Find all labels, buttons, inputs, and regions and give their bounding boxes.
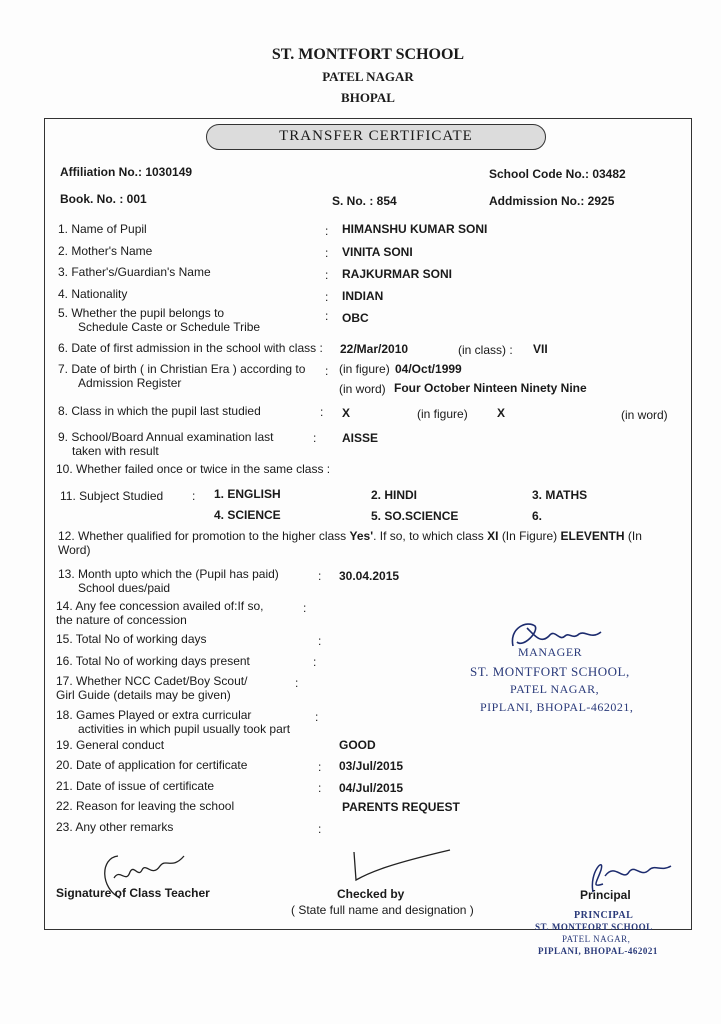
item-4-colon: : bbox=[325, 290, 329, 304]
school-name: ST. MONTFORT SCHOOL bbox=[271, 46, 465, 63]
item-7-figure-value: 04/Oct/1999 bbox=[395, 362, 462, 376]
item-5-value: OBC bbox=[342, 311, 369, 325]
item-18-colon: : bbox=[315, 710, 319, 724]
school-city: BHOPAL bbox=[341, 90, 395, 105]
item-22-label: 22. Reason for leaving the school bbox=[56, 799, 235, 813]
item-20-colon: : bbox=[318, 760, 322, 774]
principal-stamp-line3: PATEL NAGAR, bbox=[562, 934, 631, 944]
item-12-word: ELEVENTH bbox=[560, 529, 625, 543]
item-9-value: AISSE bbox=[342, 431, 379, 445]
item-7-in-word: (in word) bbox=[339, 382, 386, 396]
item-8-label: 8. Class in which the pupil last studied bbox=[58, 404, 261, 418]
item-7-colon: : bbox=[325, 364, 329, 378]
item-9-label-line1: 9. School/Board Annual examination last bbox=[58, 430, 274, 444]
item-1-label: 1. Name of Pupil bbox=[58, 222, 147, 236]
item-1-colon: : bbox=[325, 224, 329, 238]
item-15-label: 15. Total No of working days bbox=[56, 632, 207, 646]
certificate-title: TRANSFER CERTIFICATE bbox=[279, 128, 473, 144]
principal-stamp-line4: PIPLANI, BHOPAL-462021 bbox=[538, 946, 658, 956]
serial-no: S. No. : 854 bbox=[332, 194, 397, 208]
item-8-in-figure: (in figure) bbox=[417, 407, 468, 421]
item-13-value: 30.04.2015 bbox=[339, 569, 400, 583]
item-8-figure-value: X bbox=[342, 406, 351, 420]
checked-by-label: Checked by bbox=[337, 887, 405, 901]
item-11-label: 11. Subject Studied bbox=[60, 489, 164, 503]
manager-stamp-line3: PATEL NAGAR, bbox=[510, 682, 600, 696]
item-9-colon: : bbox=[313, 431, 317, 445]
item-8-in-word: (in word) bbox=[621, 408, 668, 422]
item-20-label: 20. Date of application for certificate bbox=[56, 758, 248, 772]
school-code: School Code No.: 03482 bbox=[489, 167, 626, 181]
item-23-label: 23. Any other remarks bbox=[56, 820, 174, 834]
item-10-label: 10. Whether failed once or twice in the same class : bbox=[56, 462, 331, 476]
manager-stamp-line4: PIPLANI, BHOPAL-462021, bbox=[480, 700, 634, 714]
item-17-colon: : bbox=[295, 676, 299, 690]
item-15-colon: : bbox=[318, 634, 322, 648]
principal-stamp-line1: PRINCIPAL bbox=[574, 910, 634, 921]
item-6-class-value: VII bbox=[533, 342, 548, 356]
affiliation-no: Affiliation No.: 1030149 bbox=[60, 165, 193, 179]
item-14-label-line1: 14. Any fee concession availed of:If so, bbox=[56, 599, 264, 613]
item-3-colon: : bbox=[325, 268, 329, 282]
item-12-text-c: (In Figure) bbox=[501, 529, 558, 543]
item-5-label-line2: Schedule Caste or Schedule Tribe bbox=[78, 320, 261, 334]
item-18-label-line1: 18. Games Played or extra curricular bbox=[56, 708, 252, 722]
item-12-yes: Yes' bbox=[349, 529, 374, 543]
item-12-text-b: . If so, to which class bbox=[373, 529, 484, 543]
item-8-word-value: X bbox=[497, 406, 506, 420]
item-3-value: RAJKURMAR SONI bbox=[342, 267, 453, 281]
item-13-label-line2: School dues/paid bbox=[78, 581, 171, 595]
item-2-label: 2. Mother's Name bbox=[58, 244, 153, 258]
item-4-label: 4. Nationality bbox=[58, 287, 128, 301]
item-6-label: 6. Date of first admission in the school with class : bbox=[58, 341, 323, 355]
school-area: PATEL NAGAR bbox=[322, 69, 414, 84]
item-17-label-line2: Girl Guide (details may be given) bbox=[56, 688, 231, 702]
item-17-label-line1: 17. Whether NCC Cadet/Boy Scout/ bbox=[56, 674, 248, 688]
item-9-label-line2: taken with result bbox=[72, 444, 159, 458]
item-12-text-d: (In bbox=[627, 529, 642, 543]
subject-4: 4. SCIENCE bbox=[214, 508, 281, 522]
principal-label: Principal bbox=[580, 888, 631, 902]
item-16-label: 16. Total No of working days present bbox=[56, 654, 250, 668]
item-7-label-line1: 7. Date of birth ( in Christian Era ) according to bbox=[58, 362, 306, 376]
item-2-value: VINITA SONI bbox=[342, 245, 413, 259]
item-21-label: 21. Date of issue of certificate bbox=[56, 779, 215, 793]
admission-no: Addmission No.: 2925 bbox=[489, 194, 615, 208]
item-21-value: 04/Jul/2015 bbox=[339, 781, 404, 795]
item-19-label: 19. General conduct bbox=[56, 738, 165, 752]
item-6-in-class: (in class) : bbox=[458, 343, 513, 357]
manager-stamp-line2: ST. MONTFORT SCHOOL, bbox=[470, 664, 630, 679]
item-12-line2: Word) bbox=[58, 543, 91, 557]
item-6-value: 22/Mar/2010 bbox=[340, 342, 409, 356]
item-1-value: HIMANSHU KUMAR SONI bbox=[342, 222, 488, 236]
item-5-label-line1: 5. Whether the pupil belongs to bbox=[58, 306, 225, 320]
item-7-label-line2: Admission Register bbox=[78, 376, 182, 390]
item-13-colon: : bbox=[318, 569, 322, 583]
item-5-colon: : bbox=[325, 309, 329, 323]
item-13-label-line1: 13. Month upto which the (Pupil has paid) bbox=[58, 567, 279, 581]
class-teacher-signature-label: Signature of Class Teacher bbox=[56, 886, 210, 900]
item-14-colon: : bbox=[303, 601, 307, 615]
subject-3: 3. MATHS bbox=[532, 488, 588, 502]
item-19-value: GOOD bbox=[339, 738, 376, 752]
item-11-colon: : bbox=[192, 489, 196, 503]
item-8-colon: : bbox=[320, 405, 324, 419]
item-12-fig: XI bbox=[487, 529, 499, 543]
item-21-colon: : bbox=[318, 781, 322, 795]
subject-1: 1. ENGLISH bbox=[214, 487, 281, 501]
item-22-value: PARENTS REQUEST bbox=[342, 800, 460, 814]
subject-6: 6. bbox=[532, 509, 543, 523]
item-7-in-figure: (in figure) bbox=[339, 362, 390, 376]
item-12-text-a: 12. Whether qualified for promotion to the higher class bbox=[58, 529, 347, 543]
item-3-label: 3. Father's/Guardian's Name bbox=[58, 265, 211, 279]
subject-5: 5. SO.SCIENCE bbox=[371, 509, 459, 523]
item-14-label-line2: the nature of concession bbox=[56, 613, 187, 627]
item-7-word-value: Four October Ninteen Ninety Nine bbox=[394, 381, 587, 395]
item-4-value: INDIAN bbox=[342, 289, 384, 303]
item-18-label-line2: activities in which pupil usually took part bbox=[78, 722, 291, 736]
item-23-colon: : bbox=[318, 822, 322, 836]
item-2-colon: : bbox=[325, 246, 329, 260]
principal-stamp-line2: ST. MONTFORT SCHOOL bbox=[535, 922, 653, 932]
book-no: Book. No. : 001 bbox=[60, 192, 147, 206]
checked-by-subtext: ( State full name and designation ) bbox=[291, 903, 474, 917]
subject-2: 2. HINDI bbox=[371, 488, 418, 502]
item-16-colon: : bbox=[313, 655, 317, 669]
item-12-line1 bbox=[58, 529, 642, 543]
manager-stamp-line1: MANAGER bbox=[518, 645, 583, 659]
item-20-value: 03/Jul/2015 bbox=[339, 759, 404, 773]
